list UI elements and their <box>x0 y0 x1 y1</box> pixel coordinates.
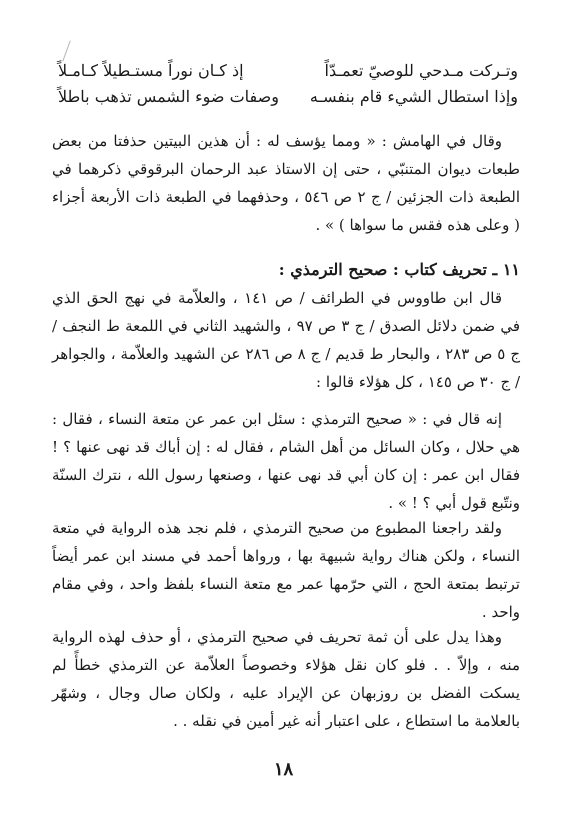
paragraph-text: إنه قال في : « صحيح الترمذي : سئل ابن عمر عن متعة النساء ، فقال : هي حلال ، وكان السائل من أهل الشام ، فقال له : إن أباك قد نهى عنها ؟ ! فقال ابن عمر : إن كان أبي قد نهى عنها ، وصنعها رسول الله ، نترك السنّة ونتّبع قول أبي ؟ ! » . <box>52 410 520 512</box>
footnote-paragraph <box>52 127 520 239</box>
verse-hemistich-first: وإذا استطال الشيء قام بنفسـه <box>309 87 518 106</box>
poem-verse <box>58 84 518 110</box>
section-heading <box>52 256 520 284</box>
sources-paragraph <box>52 284 520 396</box>
section-heading-text: ١١ ـ تحريف كتاب : صحيح الترمذي : <box>278 260 520 279</box>
quote-paragraph <box>52 405 520 517</box>
paragraph-text: وهذا يدل على أن ثمة تحريف في صحيح الترمذي ، أو حذف لهذه الرواية منه ، وإلاّ . . فلو كان نقل هؤلاء وخصوصاً العلاّمة عن الترمذي خطأً لم يسكت الفضل بن روزبهان عن الإيراد عليه ، ولكان صال وجال ، وشهّر بالعلامة ما استطاع ، على اعتبار أنه غير أمين في نقله . . <box>52 628 520 730</box>
page-number: ١٨ <box>273 759 294 780</box>
paragraph-text: قال ابن طاووس في الطرائف / ص ١٤١ ، والعلاّمة في نهج الحق الذي في ضمن دلائل الصدق / ج ٣ ص ٩٧ ، والشهيد الثاني في اللمعة ط النجف / ج ٥ ص ٢٨٣ ، والبحار ط قديم / ج ٨ ص ٢٨٦ عن الشهيد والعلاّمة ، والجواهر / ج ٣٠ ص ١٤٥ ، كل هؤلاء قالوا : <box>52 289 521 391</box>
conclusion-paragraph <box>52 623 520 735</box>
verse-hemistich-second: وصفات ضوء الشمس تذهب باطلاً <box>58 87 279 106</box>
paragraph-text: ولقد راجعنا المطبوع من صحيح الترمذي ، فلم نجد هذه الرواية في متعة النساء ، ولكن هناك رواية شبيهة بها ، ورواها أحمد في مسند ابن عمر أيضاً ترتبط بمتعة الحج ، التي حرّمها عمر مع متعة النساء بلفظ واحد ، وفي مقام واحد . <box>52 519 520 621</box>
poem-verses <box>58 58 518 110</box>
verification-paragraph <box>52 514 520 626</box>
verse-hemistich-first: وتـركت مـدحي للوصيّ تعمـدّاً <box>324 61 518 80</box>
paragraph-text: وقال في الهامش : « ومما يؤسف له : أن هذين البيتين حذفتا من بعض طبعات ديوان المتنبّي ، حتى إن الاستاذ عبد الرحمان البرقوقي ذكرهما في الطبعة ذات الجزئين / ج ٢ ص ٥٤٦ ، وحذفهما في الطبعة ذات الأربعة أجزاء ( وعلى هذه فقس ما سواها ) » . <box>52 132 521 234</box>
poem-verse <box>58 58 518 84</box>
verse-hemistich-second: إذ كـان نوراً مستـطيلاً كـامـلاً <box>58 61 244 80</box>
